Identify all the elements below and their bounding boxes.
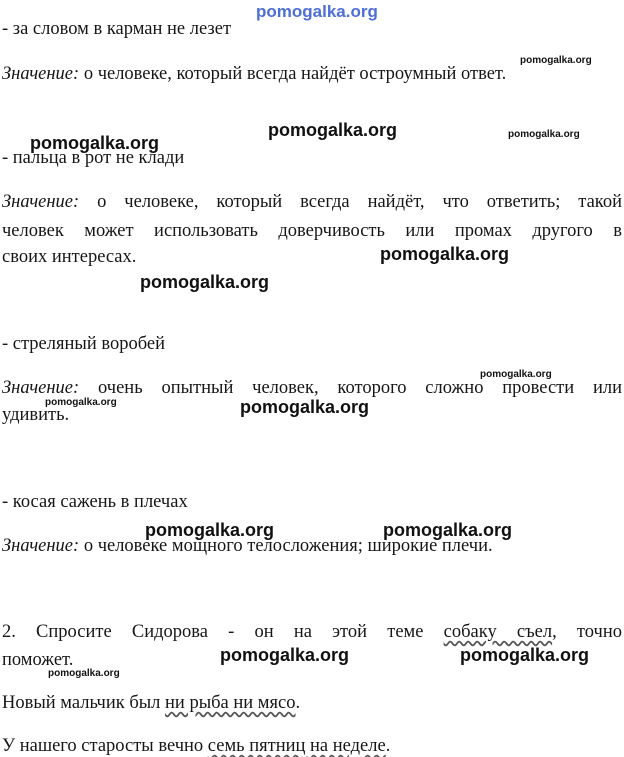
watermark: pomogalka.org [520, 55, 592, 66]
meaning-text: удивить. [2, 405, 70, 425]
watermark: pomogalka.org [30, 133, 160, 153]
meaning-label: Значение: [2, 64, 80, 84]
idiom-meaning [2, 63, 506, 85]
watermark: pomogalka.org [48, 668, 120, 679]
idiom-phrase: - косая сажень в плечах [2, 492, 188, 512]
task2-sentence-1 [2, 621, 622, 643]
meaning-text: о человеке, который всегда найдёт остроумный ответ. [83, 64, 507, 84]
watermark: pomogalka.org [508, 129, 580, 140]
task2-sentence-2 [2, 692, 300, 714]
watermark: pomogalka.org [383, 520, 513, 540]
meaning-text: человек может использовать доверчивость или промах другого в [2, 221, 622, 241]
meaning-label: Значение: [2, 192, 80, 212]
idiom-underlined: собаку съел [443, 622, 553, 642]
idiom-underlined: ни рыба ни мясо [165, 693, 296, 713]
text: 2. Спросите Сидорова - он на этой теме [2, 622, 424, 642]
watermark: pomogalka.org [145, 520, 275, 540]
text: , точно [552, 622, 622, 642]
idiom-underlined: семь пятниц на неделе [207, 736, 386, 756]
watermark: pomogalka.org [140, 272, 270, 292]
watermark: pomogalka.org [240, 397, 370, 417]
idiom-meaning [2, 191, 622, 213]
meaning-text: очень опытный человек, которого сложно провести или [98, 378, 623, 398]
watermark: pomogalka.org [220, 645, 350, 665]
idiom-meaning [2, 535, 493, 557]
watermark: pomogalka.org [268, 120, 398, 140]
text: . [385, 736, 391, 756]
idiom-phrase: - стреляный воробей [2, 334, 166, 354]
idiom-phrase: - пальца в рот не клади [2, 148, 185, 168]
watermark: pomogalka.org [460, 645, 590, 665]
task2-sentence-3 [2, 735, 390, 757]
watermark: pomogalka.org [45, 397, 117, 408]
watermark: pomogalka.org [480, 369, 552, 380]
meaning-text: своих интересах. [2, 247, 137, 267]
meaning-label: Значение: [2, 536, 80, 556]
text: Новый мальчик был [2, 693, 161, 713]
meaning-text: о человеке мощного телосложения; широкие плечи. [83, 536, 493, 556]
idiom-meaning [2, 377, 622, 399]
watermark: pomogalka.org [256, 2, 378, 21]
meaning-text: о человеке, который всегда найдёт, что ответить; такой [97, 192, 623, 212]
meaning-label: Значение: [2, 378, 80, 398]
watermark: pomogalka.org [380, 244, 510, 264]
text: . [295, 693, 301, 713]
text: У нашего старосты вечно [2, 736, 204, 756]
idiom-phrase: - за словом в карман не лезет [2, 19, 232, 39]
task2-sentence-1-end: поможет. [2, 650, 74, 670]
